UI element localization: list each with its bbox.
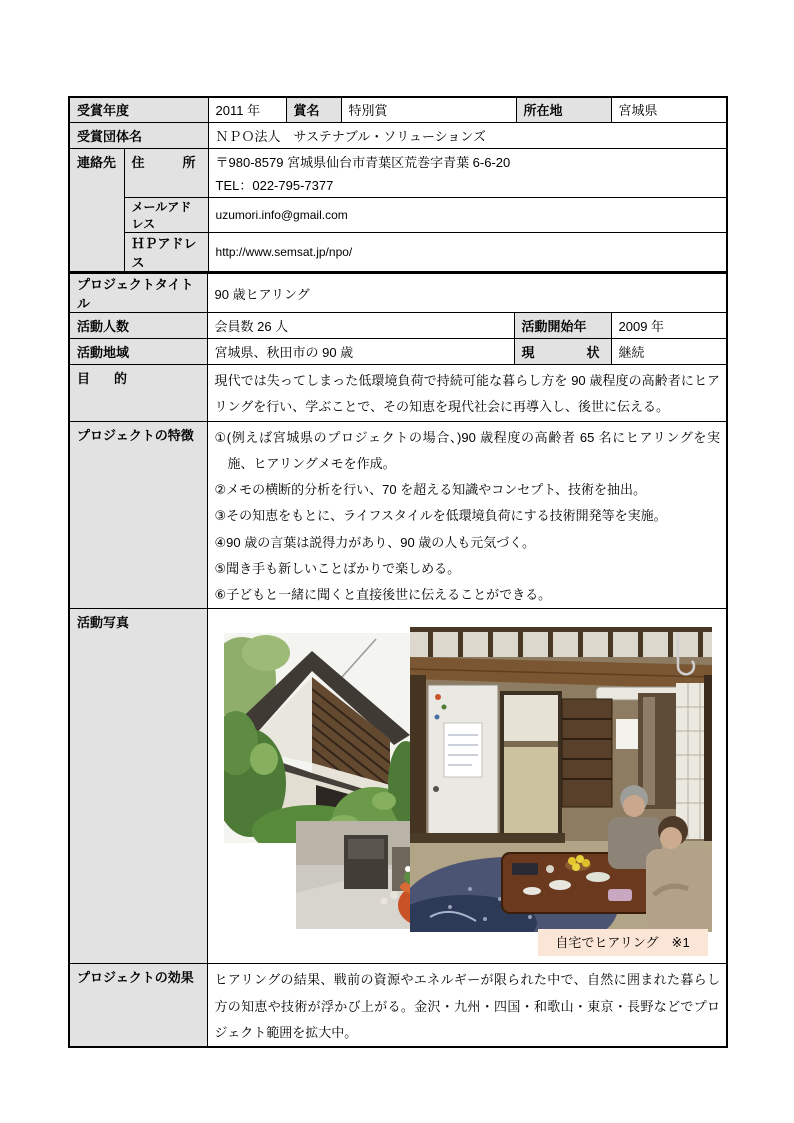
photos-area [207,609,727,964]
award-year-row [69,97,727,122]
start-year-value: 2009 年 [611,313,727,339]
members-label: 活動人数 [69,313,207,339]
email-row [69,197,727,232]
interior-hearing-illustration [410,627,712,932]
email-value: uzumori.info@gmail.com [208,197,727,232]
contact-label: 連絡先 [69,148,124,272]
email-label: メールアドレス [124,197,208,232]
prize-name-label: 賞名 [286,97,341,122]
features-list [207,421,727,608]
photos-label: 活動写真 [69,609,207,964]
organization-value: ＮＰＯ法人 サステナブル・ソリューションズ [208,122,727,148]
status-value: 継続 [611,339,727,365]
features-label: プロジェクトの特徴 [69,421,207,608]
address-value [208,148,727,197]
purpose-row [69,365,727,422]
members-value: 会員数 26 人 [207,313,514,339]
award-year-label: 受賞年度 [69,97,208,122]
photos-row [69,609,727,964]
purpose-label [69,365,207,422]
homepage-label: ＨＰアドレス [124,232,208,272]
feature-item-1: ①(例えば宮城県のプロジェクトの場合、)90 歳程度の高齢者 65 名にヒアリングを実施、ヒアリングメモを作成。 [214,429,721,472]
purpose-label-char1: 目 [77,371,91,386]
project-info-table [68,272,728,1048]
address-tel-line: TEL：022-795-7377 [215,177,334,193]
address-row [69,148,727,197]
organization-row [69,122,727,148]
status-label-char1: 現 [521,345,535,360]
purpose-text: 現代では失ってしまった低環境負荷で持続可能な暮らし方を 90 歳程度の高齢者にヒアリングを行い、学ぶことで、その知恵を現代社会に再導入し、後世に伝える。 [207,365,727,422]
address-label-justified [132,152,196,171]
feature-item-6: ⑥子どもと一緒に聞くと直接後世に伝えることができる。 [214,587,552,603]
award-year-value: 2011 年 [208,97,286,122]
area-row [69,339,727,365]
start-year-label: 活動開始年 [514,313,611,339]
effect-label: プロジェクトの効果 [69,964,207,1048]
feature-item-5: ⑤聞き手も新しいことばかりで楽しめる。 [214,560,461,576]
purpose-label-char2: 的 [113,371,127,386]
feature-item-2: ②メモの横断的分析を行い、70 を超える知識やコンセプト、技術を抽出。 [214,482,647,498]
address-line1: 〒980-8579 宮城県仙台市青葉区荒巻字青葉 6-6-20 [215,154,511,170]
effect-row [69,964,727,1048]
feature-item-3: ③その知恵をもとに、ライフスタイルを低環境負荷にする技術開発等を実施。 [214,508,667,524]
project-title-value: 90 歳ヒアリング [207,273,727,313]
area-label: 活動地域 [69,339,207,365]
organization-label: 受賞団体名 [69,122,208,148]
photo-caption: 自宅でヒアリング ※1 [538,929,708,956]
area-value: 宮城県、秋田市の 90 歳 [207,339,514,365]
status-label [514,339,611,365]
purpose-label-justified [77,368,127,387]
status-label-char2: 状 [586,345,600,360]
house-exterior-photo [224,633,414,843]
project-title-row [69,273,727,313]
status-label-justified [522,342,600,361]
effect-text: ヒアリングの結果、戦前の資源やエネルギーが限られた中で、自然に囲まれた暮らし方の知恵や技術が浮かび上がる。金沢・九州・四国・和歌山・東京・長野などでプロジェクト範囲を拡大中。 [207,964,727,1048]
address-label [124,148,208,197]
interior-hearing-photo [410,627,712,932]
project-title-label: プロジェクトタイトル [69,273,207,313]
prize-name-value: 特別賞 [341,97,516,122]
features-row [69,421,727,608]
location-value: 宮城県 [611,97,727,122]
members-row [69,313,727,339]
feature-item-4: ④90 歳の言葉は説得力があり、90 歳の人も元気づく。 [214,534,536,550]
house-exterior-illustration [224,633,414,843]
address-label-char1: 住 [131,154,145,170]
homepage-value: http://www.semsat.jp/npo/ [208,232,727,272]
award-info-table [68,96,728,273]
location-label: 所在地 [516,97,611,122]
address-label-char2: 所 [182,154,196,170]
homepage-row [69,232,727,272]
